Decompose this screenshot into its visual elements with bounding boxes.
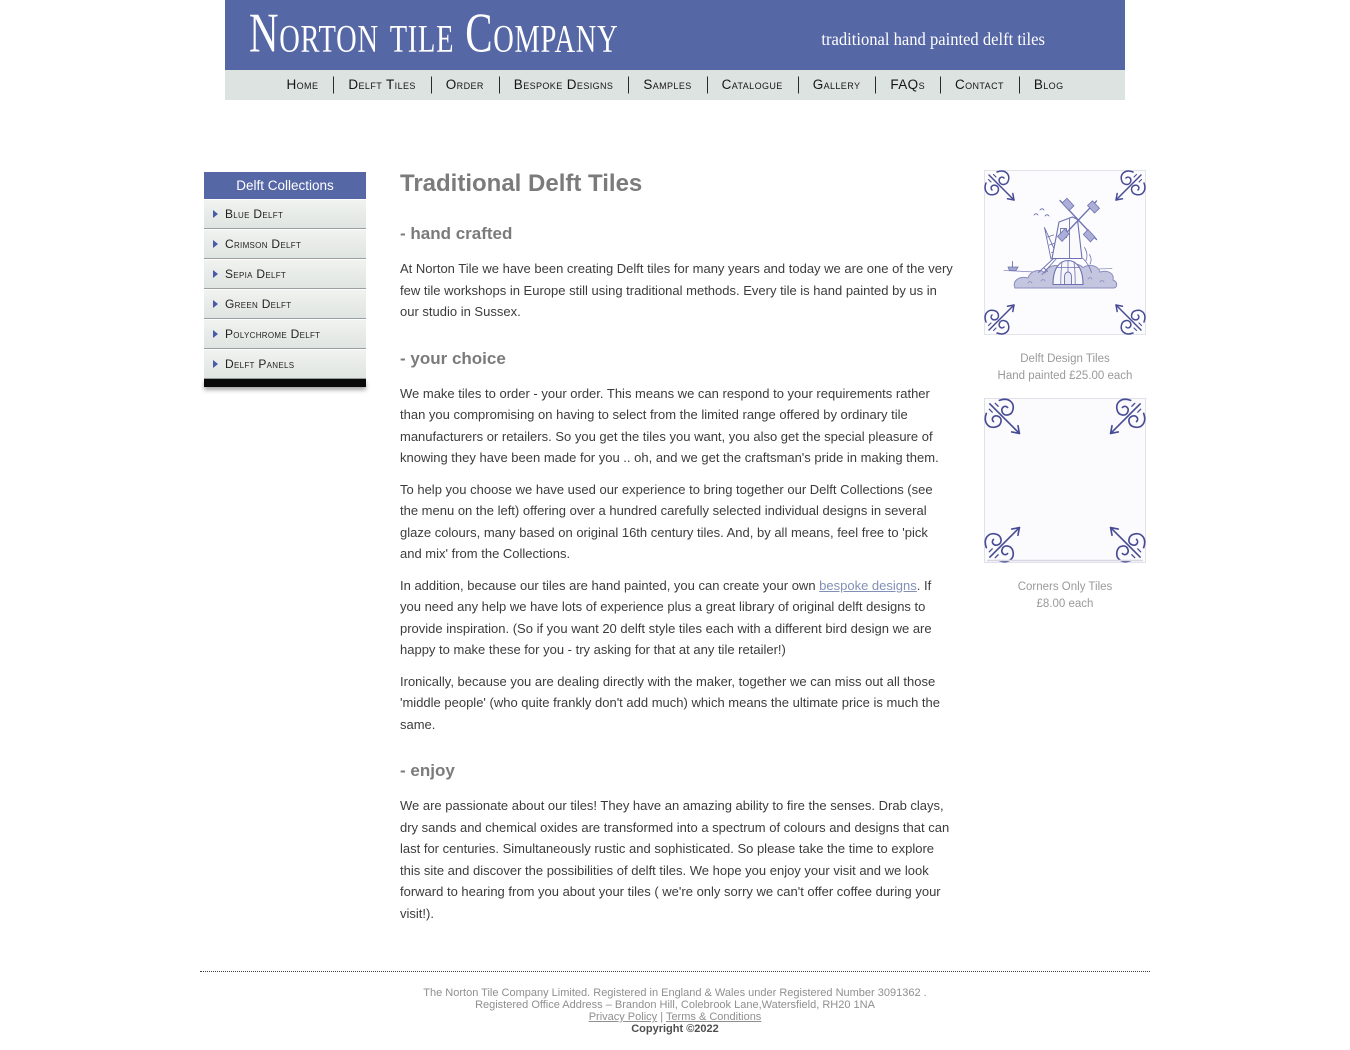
paragraph-enjoy: We are passionate about our tiles! They have an amazing ability to fire the senses. Drab clays, dry sands and chemical oxides are transformed into a spectrum of colours and designs that can last for centuries. Simultaneously rustic and sophisticated. So please take the time to explore this site and discover the possibilities of delft tiles. We hope you enjoy your visit and we look forward to hearing from you about your tiles ( we're only sorry we can't offer coffee during your visit!). bbox=[400, 798, 950, 921]
sidebar-item-sepia-delft[interactable] bbox=[204, 259, 366, 289]
arrow-right-icon bbox=[213, 270, 218, 278]
privacy-policy-link[interactable]: Privacy Policy bbox=[588, 1011, 658, 1023]
paragraph-bespoke bbox=[400, 575, 953, 661]
nav-list bbox=[272, 70, 1079, 100]
product-name: Delft Design Tiles bbox=[1020, 353, 1110, 365]
sidebar-menu bbox=[204, 199, 366, 379]
product-caption bbox=[984, 351, 1146, 384]
paragraph-hand-crafted: At Norton Tile we have been creating Delft tiles for many years and today we are one of the very few tile workshops in Europe still using traditional methods. Every tile is hand painted by us in our studio in Sussex. bbox=[400, 261, 953, 319]
paragraph-text: In addition, because our tiles are hand painted, you can create your own bbox=[400, 577, 820, 593]
nav-item-gallery[interactable]: Gallery bbox=[798, 70, 876, 100]
footer-links bbox=[200, 1011, 1150, 1023]
main-content bbox=[400, 160, 953, 934]
product-price: £8.00 each bbox=[1036, 597, 1094, 610]
paragraph-middle-people: Ironically, because you are dealing directly with the maker, together we can miss out all those 'middle people' (who quite frankly don't add much) which means the ultimate price is much the same. bbox=[400, 673, 940, 732]
sidebar-item-blue-delft[interactable] bbox=[204, 199, 366, 229]
sidebar-title: Delft Collections bbox=[204, 172, 366, 199]
section-heading-hand-crafted: - hand crafted bbox=[400, 224, 513, 243]
sidebar-item-crimson-delft[interactable] bbox=[204, 229, 366, 259]
header-tagline: traditional hand painted delft tiles bbox=[821, 29, 1045, 49]
terms-conditions-link[interactable]: Terms & Conditions bbox=[665, 1011, 762, 1023]
nav-item-faqs[interactable]: FAQs bbox=[875, 70, 940, 100]
nav-item-bespoke-designs[interactable]: Bespoke Designs bbox=[499, 70, 629, 100]
page-title: Traditional Delft Tiles bbox=[400, 170, 643, 197]
sidebar-item-green-delft[interactable] bbox=[204, 289, 366, 319]
paragraph-collections: To help you choose we have used our experience to bring together our Delft Collections (see the menu on the left) offering over a hundred carefully selected individual designs in several glaze colours, many based on original 16th century tiles. And, by all means, feel free to 'pick and mix' from the Collections. bbox=[400, 481, 933, 561]
footer-address-line: Registered Office Address – Brandon Hill, Colebrook Lane,Watersfield, RH20 1NA bbox=[475, 999, 875, 1011]
sidebar-item-label: Polychrome Delft bbox=[225, 327, 321, 341]
arrow-right-icon bbox=[213, 300, 218, 308]
sidebar-end-bar bbox=[204, 379, 366, 387]
windmill-tile-image bbox=[984, 170, 1146, 335]
product-caption bbox=[984, 579, 1146, 612]
page-footer bbox=[200, 971, 1150, 1035]
arrow-right-icon bbox=[213, 360, 218, 368]
product-delft-design-tiles bbox=[984, 170, 1146, 384]
product-name: Corners Only Tiles bbox=[1017, 581, 1113, 593]
sidebar-item-delft-panels[interactable] bbox=[204, 349, 366, 379]
corners-tile-image bbox=[984, 398, 1146, 563]
arrow-right-icon bbox=[213, 330, 218, 338]
nav-item-delft-tiles[interactable]: Delft Tiles bbox=[333, 70, 430, 100]
sidebar-item-polychrome-delft[interactable] bbox=[204, 319, 366, 349]
nav-item-blog[interactable]: Blog bbox=[1019, 70, 1079, 100]
section-heading-your-choice: - your choice bbox=[400, 348, 506, 368]
paragraph-text: . If you need any help we have lots of experience plus a great library of original delft designs to provide inspiration. (So if you want 20 delft style tiles each with a different bird design we are happy to make these for you - try asking for that at any tile retailer!) bbox=[400, 577, 932, 657]
bespoke-designs-link[interactable]: bespoke designs bbox=[819, 577, 917, 593]
page-header bbox=[225, 0, 1125, 70]
sidebar-item-label: Crimson Delft bbox=[225, 237, 302, 251]
arrow-right-icon bbox=[213, 240, 218, 248]
nav-item-order[interactable]: Order bbox=[431, 70, 499, 100]
sidebar-item-label: Blue Delft bbox=[225, 207, 284, 221]
sidebar-item-label: Sepia Delft bbox=[225, 267, 287, 281]
footer-company-line: The Norton Tile Company Limited. Registered in England & Wales under Registered Number 3091362 . bbox=[423, 987, 927, 999]
arrow-right-icon bbox=[213, 210, 218, 218]
section-heading-enjoy: - enjoy bbox=[400, 761, 455, 780]
company-logo: Norton tile Company bbox=[249, 2, 619, 65]
sidebar-item-label: Green Delft bbox=[225, 297, 292, 311]
sidebar-item-label: Delft Panels bbox=[225, 357, 295, 371]
product-price: Hand painted £25.00 each bbox=[997, 369, 1133, 382]
copyright-text: Copyright ©2022 bbox=[631, 1023, 719, 1035]
sidebar-delft-collections bbox=[204, 172, 366, 387]
nav-item-home[interactable]: Home bbox=[286, 77, 319, 92]
nav-item-contact[interactable]: Contact bbox=[940, 70, 1019, 100]
product-corners-only-tiles bbox=[984, 398, 1146, 612]
paragraph-your-order: We make tiles to order - your order. This means we can respond to your requirements rather than you compromising on having to select from the limited range offered by ordinary tile manufacturers or retailers. So you get the tiles you want, you also get the special pleasure of knowing they have been made for you .. oh, and we get the craftsman's pride in making them. bbox=[400, 385, 939, 465]
main-nav bbox=[225, 70, 1125, 100]
nav-item-samples[interactable]: Samples bbox=[628, 70, 706, 100]
nav-item-catalogue[interactable]: Catalogue bbox=[707, 70, 798, 100]
footer-link-separator: | bbox=[660, 1011, 664, 1023]
